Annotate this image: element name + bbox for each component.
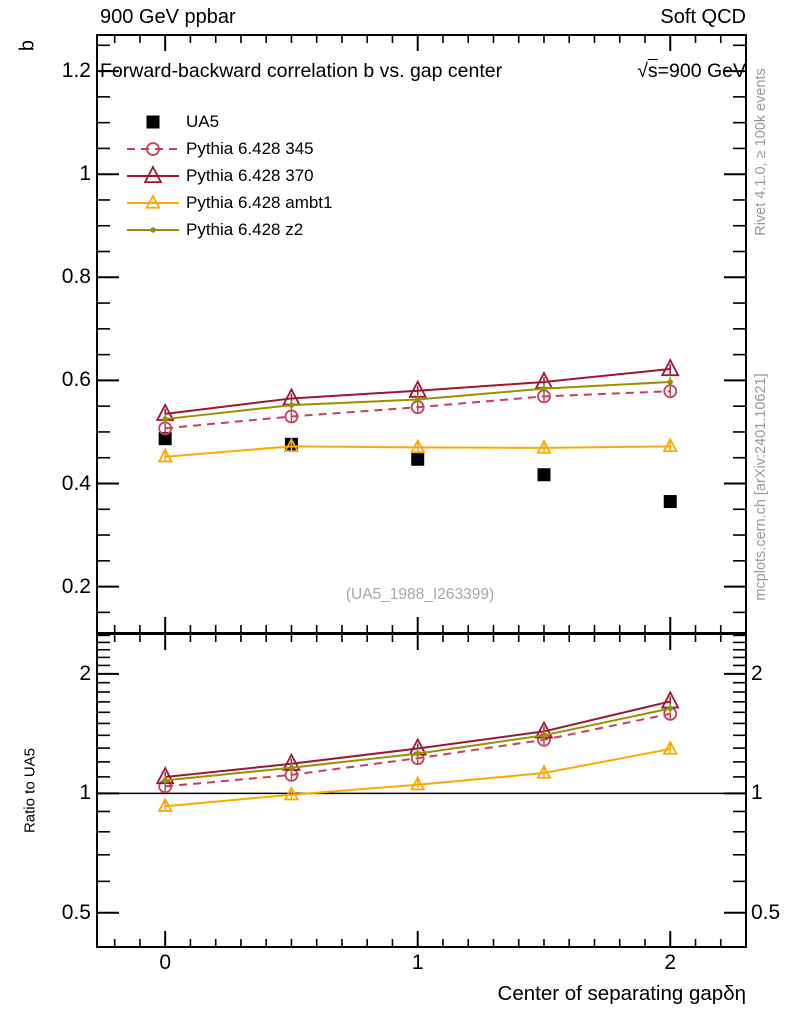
x-axis-title: [498, 982, 746, 1006]
marker-pythia-6-428-z2: [415, 751, 420, 756]
legend-swatch-marker: [150, 227, 155, 232]
marker-pythia-6-428-z2: [668, 379, 673, 384]
sqrt-symbol: √: [637, 60, 648, 82]
ratio-panel-frame: [97, 634, 746, 947]
marker-ua5: [664, 495, 677, 508]
plot-title: [100, 60, 746, 83]
marker-pythia-6-428-z2: [289, 402, 294, 407]
sqrt-argument: s: [647, 60, 658, 82]
legend-label-ua5: UA5: [186, 112, 220, 131]
side-note-mcplots: mcplots.cern.ch [arXiv:2401.10621]: [753, 373, 769, 601]
legend-label-pythia-6-428-345: Pythia 6.428 345: [186, 139, 314, 158]
energy-value: =900 GeV: [657, 60, 746, 82]
marker-ua5: [537, 468, 550, 481]
legend-swatch-marker: [145, 167, 161, 182]
ratio-ytick-label-right: 1: [751, 781, 763, 805]
x-axis-title-text: Center of separating gap: [497, 982, 724, 1005]
ratio-ytick-label-left: 1: [79, 781, 91, 805]
ratio-ytick-label-right: 0.5: [751, 900, 781, 924]
xtick-label: 0: [159, 951, 172, 974]
xtick-label: 2: [664, 951, 677, 974]
legend-label-pythia-6-428-ambt1: Pythia 6.428 ambt1: [186, 193, 333, 212]
main-ytick-label: 1: [79, 162, 91, 186]
marker-pythia-6-428-z2: [162, 778, 167, 783]
ratio-ytick-label-right: 2: [751, 661, 763, 685]
y-axis-title-ratio: Ratio to UA5: [21, 747, 39, 834]
marker-pythia-6-428-z2: [415, 397, 420, 402]
main-ytick-label: 0.4: [61, 471, 91, 495]
main-ytick-label: 0.6: [61, 368, 91, 392]
plot-title-energy: [637, 60, 746, 83]
legend-label-pythia-6-428-z2: Pythia 6.428 z2: [186, 220, 304, 239]
marker-pythia-6-428-z2: [541, 733, 546, 738]
legend-swatch-marker: [147, 196, 159, 208]
header-process-label: Soft QCD: [660, 6, 746, 28]
ratio-ytick-label-left: 0.5: [61, 900, 91, 924]
header-beam-label: 900 GeV ppbar: [100, 6, 236, 28]
marker-pythia-6-428-z2: [668, 706, 673, 711]
xtick-label: 1: [411, 951, 424, 974]
marker-ua5: [411, 453, 424, 466]
y-axis-title-main: b: [16, 39, 39, 52]
x-axis-title-symbol: δη: [723, 982, 746, 1005]
legend-swatch-marker: [147, 116, 160, 129]
marker-pythia-6-428-z2: [541, 386, 546, 391]
analysis-watermark: (UA5_1988_I263399): [345, 586, 495, 603]
legend-label-pythia-6-428-370: Pythia 6.428 370: [186, 166, 314, 185]
main-ytick-label: 1.2: [61, 59, 91, 83]
marker-pythia-6-428-z2: [162, 416, 167, 421]
plot-title-text: Forward-backward correlation b vs. gap center: [100, 60, 503, 82]
side-note-rivet: Rivet 4.1.0, ≥ 100k events: [753, 68, 769, 236]
marker-pythia-6-428-z2: [289, 765, 294, 770]
main-ytick-label: 0.2: [61, 574, 91, 598]
ratio-ytick-label-left: 2: [79, 661, 91, 685]
main-ytick-label: 0.8: [61, 265, 91, 289]
